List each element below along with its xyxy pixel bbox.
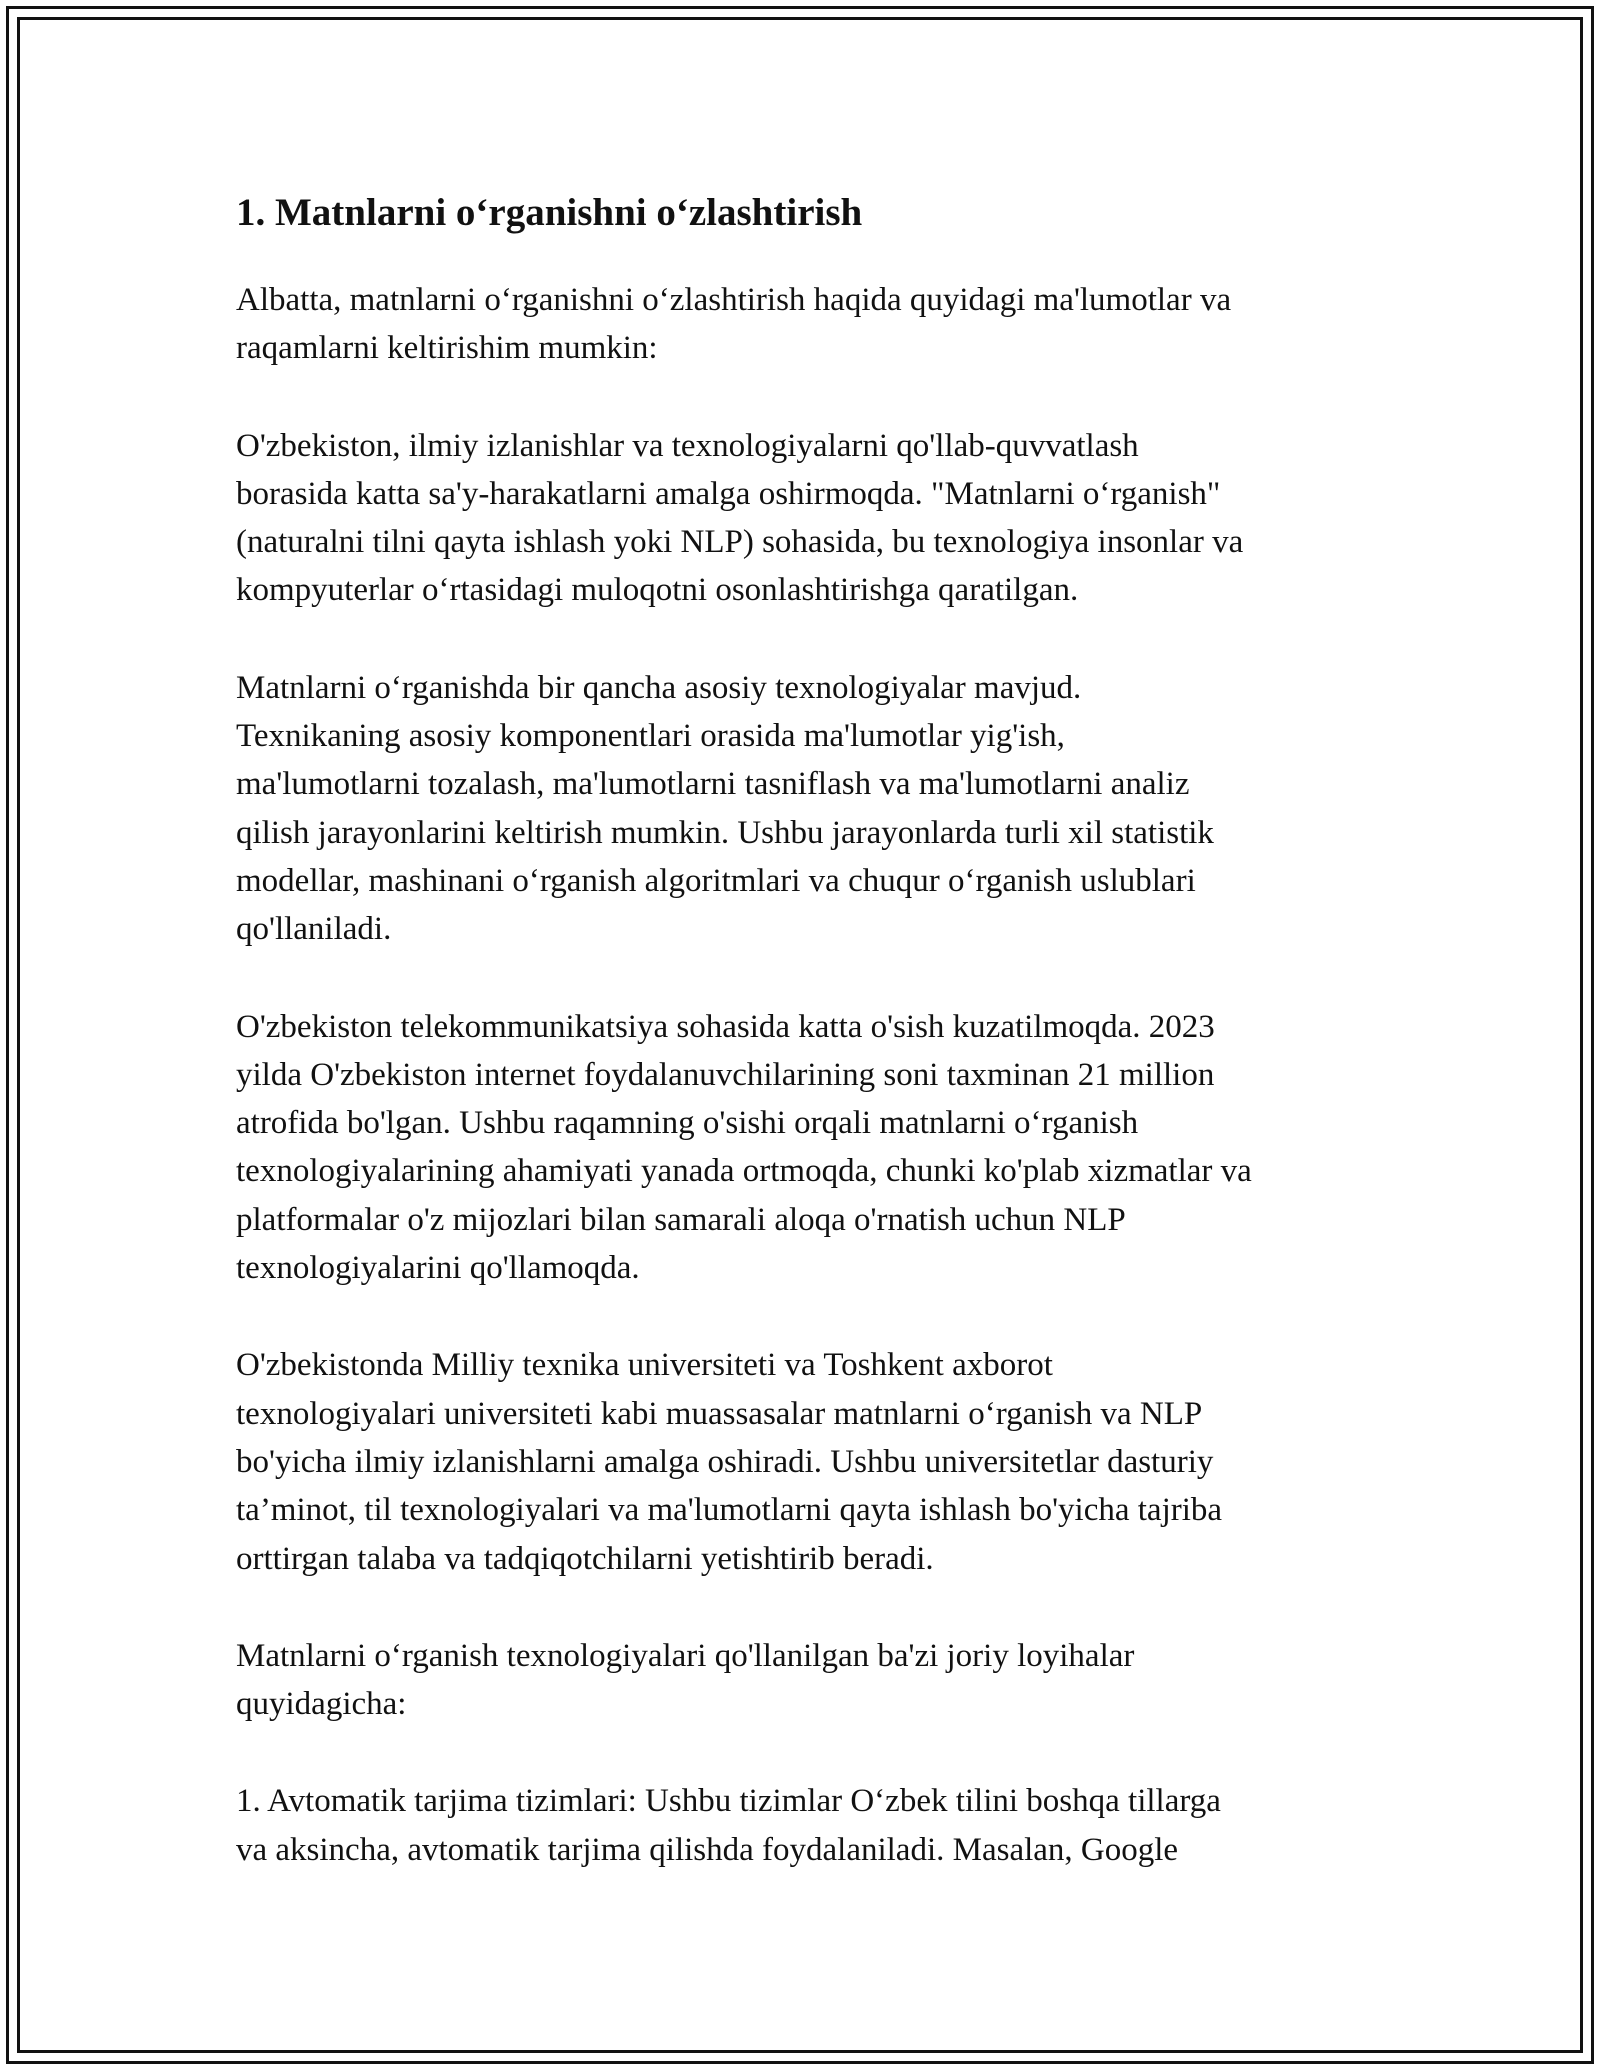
paragraph-line: texnologiyalarining ahamiyati yanada ortmoqda, chunki ko'plab xizmatlar va [236, 1153, 1252, 1190]
paragraph-line: texnologiyalarini qo'llamoqda. [236, 1250, 640, 1287]
paragraph-line: modellar, mashinani o‘rganish algoritmlari va chuqur o‘rganish uslublari [236, 862, 1196, 899]
paragraph [236, 1777, 1366, 1874]
paragraph-line: (naturalni tilni qayta ishlash yoki NLP) sohasida, bu texnologiya insonlar va [236, 524, 1244, 561]
paragraph-line: quyidagicha: [236, 1686, 407, 1723]
paragraph-line: platformalar o'z mijozlari bilan samarali aloqa o'rnatish uchun NLP [236, 1201, 1126, 1238]
paragraph-line: qilish jarayonlarini keltirish mumkin. Ushbu jarayonlarda turli xil statistik [236, 814, 1214, 851]
paragraph-line: raqamlarni keltirishim mumkin: [236, 330, 658, 367]
paragraph [236, 1003, 1366, 1293]
paragraph-line: texnologiyalari universiteti kabi muassasalar matnlarni o‘rganish va NLP [236, 1395, 1203, 1432]
paragraph-line: orttirgan talaba va tadqiqotchilarni yetishtirib beradi. [236, 1540, 934, 1577]
paragraph-line: O'zbekistonda Milliy texnika universiteti va Toshkent axborot [236, 1347, 1053, 1384]
paragraph-line: bo'yicha ilmiy izlanishlarni amalga oshiradi. Ushbu universitetlar dasturiy [236, 1443, 1214, 1480]
paragraph-line: Texnikaning asosiy komponentlari orasida ma'lumotlar yig'ish, [236, 718, 1065, 755]
paragraph-line: O'zbekiston telekommunikatsiya sohasida katta o'sish kuzatilmoqda. 2023 [236, 1008, 1215, 1045]
document-body [236, 186, 1366, 1923]
paragraph [236, 1632, 1366, 1729]
paragraph [236, 422, 1366, 615]
paragraph-line: 1. Avtomatik tarjima tizimlari: Ushbu tizimlar O‘zbek tilini boshqa tillarga [236, 1783, 1221, 1820]
paragraph [236, 276, 1366, 373]
paragraph [236, 1341, 1366, 1582]
paragraph-line: Matnlarni o‘rganish texnologiyalari qo'llanilgan ba'zi joriy loyihalar [236, 1637, 1135, 1674]
paragraph-line: ta’minot, til texnologiyalari va ma'lumotlarni qayta ishlash bo'yicha tajriba [236, 1492, 1223, 1529]
paragraph [236, 664, 1366, 954]
paragraph-line: qo'llaniladi. [236, 911, 392, 948]
paragraph-line: kompyuterlar o‘rtasidagi muloqotni osonlashtirishga qaratilgan. [236, 572, 1079, 609]
paragraph-line: va aksincha, avtomatik tarjima qilishda foydalaniladi. Masalan, Google [236, 1831, 1179, 1868]
paragraph-line: borasida katta sa'y-harakatlarni amalga oshirmoqda. "Matnlarni o‘rganish" [236, 475, 1221, 512]
paragraph-line: yilda O'zbekiston internet foydalanuvchilarining soni taxminan 21 million [236, 1056, 1215, 1093]
paragraph-line: O'zbekiston, ilmiy izlanishlar va texnologiyalarni qo'llab-quvvatlash [236, 427, 1139, 464]
section-heading: 1. Matnlarni o‘rganishni o‘zlashtirish [236, 191, 863, 234]
paragraph-line: atrofida bo'lgan. Ushbu raqamning o'sishi orqali matnlarni o‘rganish [236, 1105, 1139, 1142]
paragraph-line: ma'lumotlarni tozalash, ma'lumotlarni tasniflash va ma'lumotlarni analiz [236, 766, 1190, 803]
paragraph-list [236, 276, 1366, 1874]
paragraph-line: Matnlarni o‘rganishda bir qancha asosiy texnologiyalar mavjud. [236, 669, 1082, 706]
paragraph-line: Albatta, matnlarni o‘rganishni o‘zlashtirish haqida quyidagi ma'lumotlar va [236, 282, 1232, 318]
